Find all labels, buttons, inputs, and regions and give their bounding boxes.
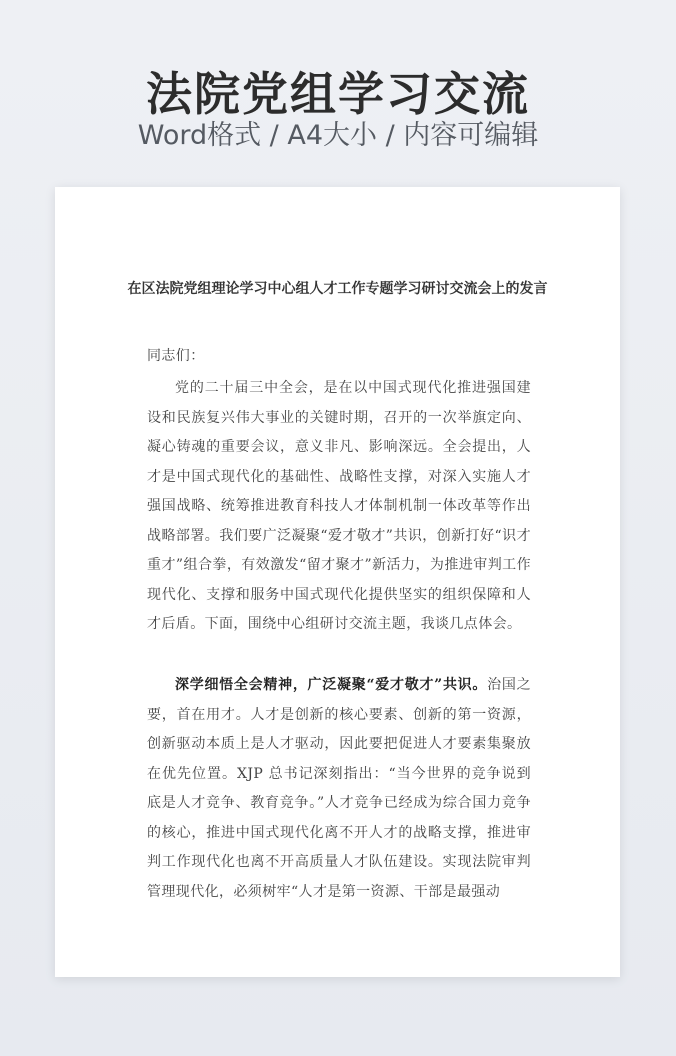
document-greeting: 同志们：: [147, 348, 205, 364]
document-page: [55, 187, 620, 977]
paragraph-2-lead: 深学细悟全会精神，广泛凝聚“爱才敬才”共识。: [175, 677, 488, 693]
banner-subtitle: Word格式 / A4大小 / 内容可编辑: [137, 120, 539, 151]
document-paragraph-1: 党的二十届三中全会，是在以中国式现代化推进强国建设和民族复兴伟大事业的关键时期，召开的一次举旗定向、凝心铸魂的重要会议，意义非凡、影响深远。全会提出，人才是中国式现代化的基础性、战略性支撑，对深入实施人才强国战略、统筹推进教育科技人才体制机制一体改革等作出战略部署。我们要广泛凝聚“爱才敬才”共识，创新打好“识才重才”组合拳，有效激发“留才聚才”新活力，为推进审判工作现代化、支撑和服务中国式现代化提供坚实的组织保障和人才后盾。下面，围绕中心组研讨交流主题，我谈几点体会。: [147, 380, 531, 632]
banner-title: 法院党组学习交流: [146, 67, 530, 121]
document-title: 在区法院党组理论学习中心组人才工作专题学习研讨交流会上的发言: [127, 281, 548, 297]
paragraph-2-body: 治国之要，首在用才。人才是创新的核心要素、创新的第一资源，创新驱动本质上是人才驱动，因此要把促进人才要素集聚放在优先位置。XJP 总书记深刻指出：“当今世界的竞争说到底是人才竞争、教育竞争。”人才竞争已经成为综合国力竞争的核心，推进中国式现代化离不开人才的战略支撑，推进审判工作现代化也离不开高质量人才队伍建设。实现法院审判管理现代化，必须树牢“人才是第一资源、干部是最强动: [147, 677, 531, 900]
document-paragraph-2: [147, 671, 531, 907]
